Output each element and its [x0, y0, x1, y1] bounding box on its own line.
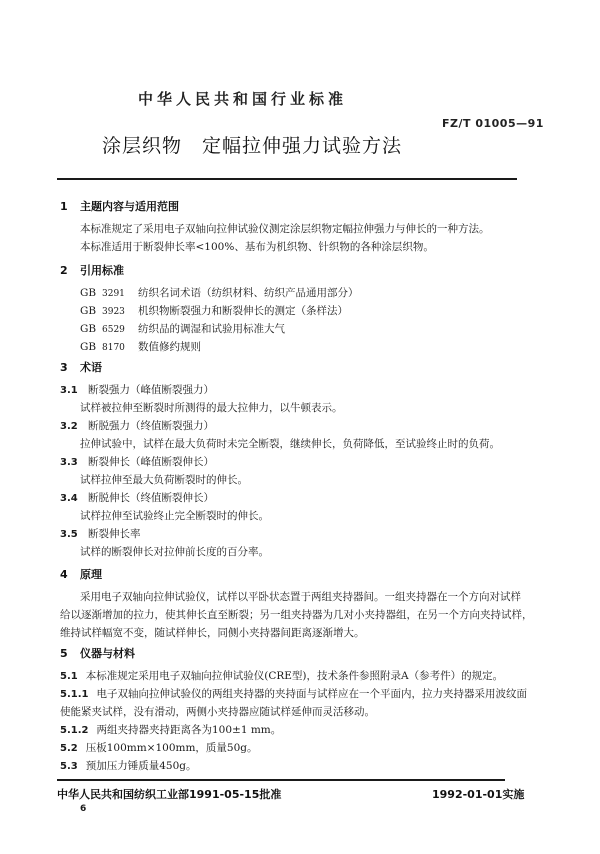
- section-1-heading: 1 主题内容与适用范围: [60, 200, 179, 213]
- reference-item: GB 3291 纺织名词术语（纺织材料、纺织产品通用部分）: [80, 287, 359, 299]
- term-definition: 试样被拉伸至断裂时所测得的最大拉伸力，以牛顿表示。: [80, 402, 343, 414]
- standard-code: FZ/T 01005—91: [442, 117, 544, 130]
- page-number: 6: [80, 804, 87, 814]
- section-1-para-1: 本标准规定了采用电子双轴向拉伸试验仪测定涂层织物定幅拉伸强力与伸长的一种方法。: [80, 223, 490, 235]
- section-3-heading: 3 术语: [60, 361, 102, 374]
- term-heading: 3.5 断裂伸长率: [60, 528, 141, 540]
- reference-item: GB 8170 数值修约规则: [80, 341, 201, 353]
- term-definition: 试样拉伸至最大负荷断裂时的伸长。: [80, 474, 248, 486]
- section-5-heading: 5 仪器与材料: [60, 647, 135, 660]
- header-divider: [57, 178, 517, 180]
- reference-item: GB 6529 纺织品的调湿和试验用标准大气: [80, 323, 285, 335]
- clause-item: 5.3 预加压力锤质量450g。: [60, 760, 197, 772]
- document-title: 涂层织物 定幅拉伸强力试验方法: [102, 135, 403, 157]
- implementation-date: 1992-01-01实施: [432, 788, 525, 801]
- section-4-heading: 4 原理: [60, 568, 102, 581]
- clause-item: 5.1.1 电子双轴向拉伸试验仪的两组夹持器的夹持面与试样应在一个平面内，拉力夹持器采用波纹面: [60, 688, 527, 700]
- footer-divider: [57, 779, 505, 781]
- clause-item: 5.1.2 两组夹持器夹持距离各为100±1 mm。: [60, 724, 282, 736]
- clause-item: 使能紧夹试样，没有滑动，两侧小夹持器应随试样延伸而灵活移动。: [60, 706, 375, 718]
- term-heading: 3.2 断脱强力（终值断裂强力）: [60, 420, 214, 432]
- term-heading: 3.1 断裂强力（峰值断裂强力）: [60, 384, 214, 396]
- principle-line: 给以逐渐增加的拉力，使其伸长直至断裂；另一组夹持器为几对小夹持器组，在另一个方向夹持试样，: [60, 609, 533, 621]
- section-1-para-2: 本标准适用于断裂伸长率<100%、基布为机织物、针织物的各种涂层织物。: [80, 241, 434, 253]
- clause-item: 5.2 压板100mm×100mm，质量50g。: [60, 742, 258, 754]
- principle-line: 采用电子双轴向拉伸试验仪，试样以平卧状态置于两组夹持器间。一组夹持器在一个方向对试样: [80, 591, 521, 603]
- term-heading: 3.4 断脱伸长（终值断裂伸长）: [60, 492, 214, 504]
- approval-info: 中华人民共和国纺织工业部1991-05-15批准: [57, 788, 282, 801]
- term-definition: 试样的断裂伸长对拉伸前长度的百分率。: [80, 546, 269, 558]
- standard-organization: 中华人民共和国行业标准: [138, 90, 348, 108]
- reference-item: GB 3923 机织物断裂强力和断裂伸长的测定（条样法）: [80, 305, 348, 317]
- term-heading: 3.3 断裂伸长（峰值断裂伸长）: [60, 456, 214, 468]
- section-2-heading: 2 引用标准: [60, 264, 124, 277]
- term-definition: 拉伸试验中，试样在最大负荷时未完全断裂，继续伸长，负荷降低，至试验终止时的负荷。: [80, 438, 500, 450]
- clause-item: 5.1 本标准规定采用电子双轴向拉伸试验仪(CRE型)，技术条件参照附录A（参考件）的规定。: [60, 670, 504, 682]
- principle-line: 维持试样幅宽不变，随试样伸长，同侧小夹持器间距离逐渐增大。: [60, 627, 365, 639]
- term-definition: 试样拉伸至试验终止完全断裂时的伸长。: [80, 510, 269, 522]
